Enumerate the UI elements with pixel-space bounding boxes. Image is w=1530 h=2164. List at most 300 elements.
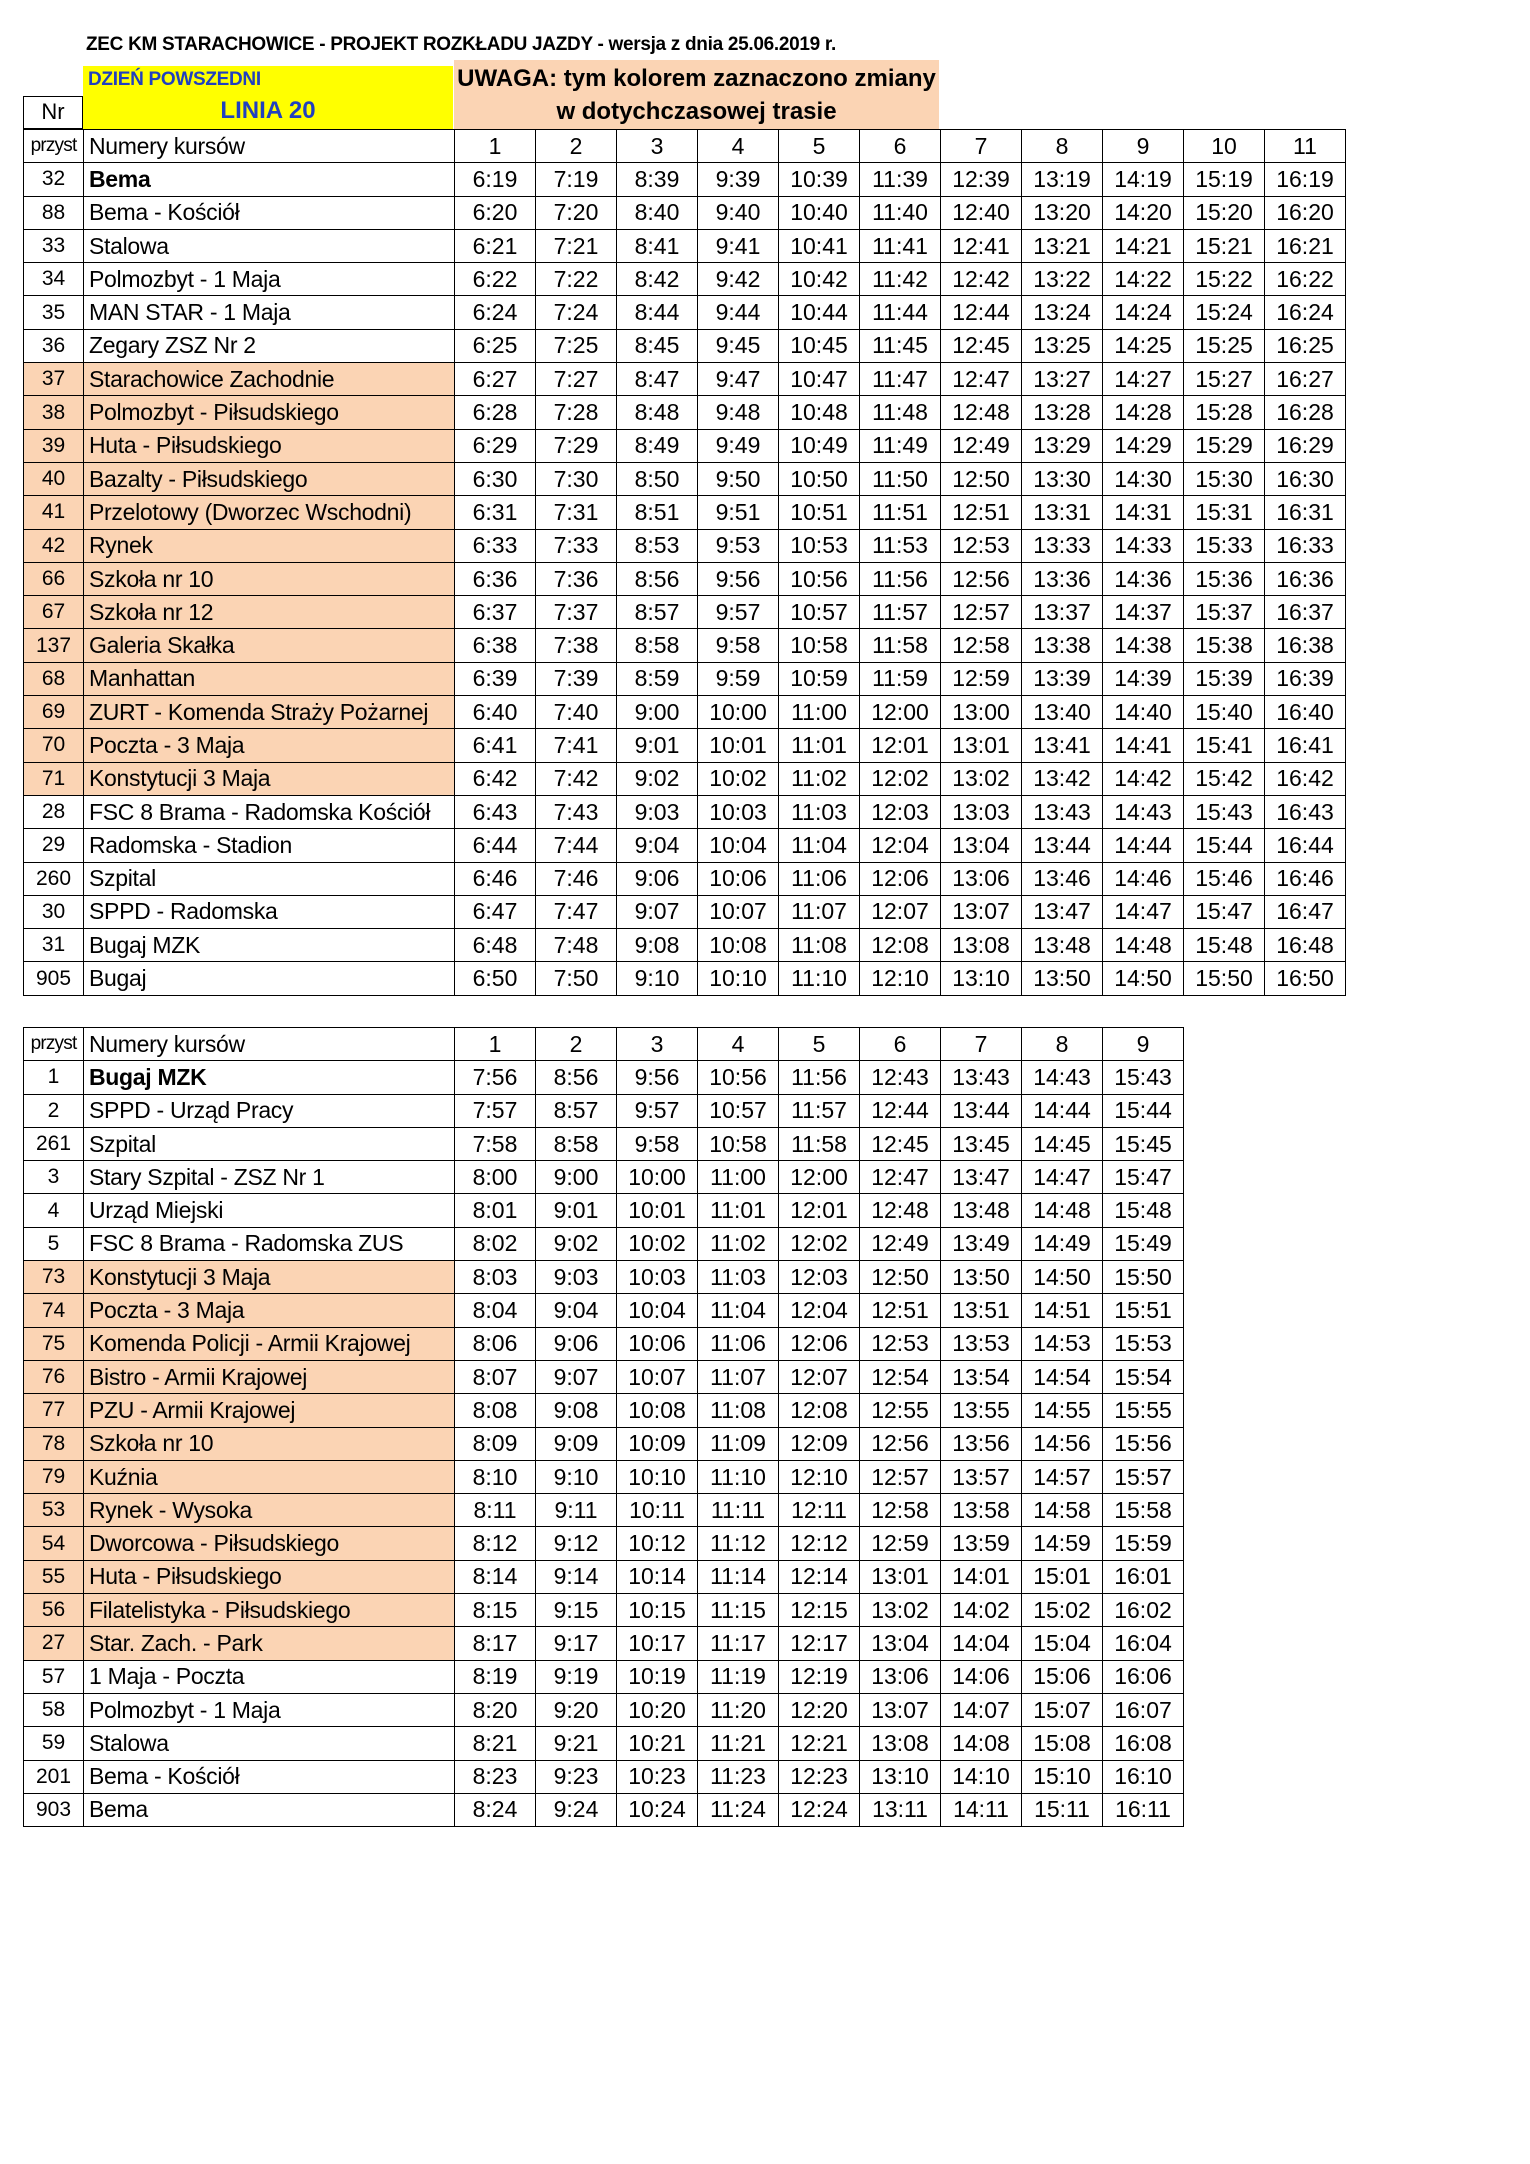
stop-number: 40 (24, 462, 84, 495)
departure-time: 8:12 (455, 1527, 536, 1560)
departure-time: 13:49 (941, 1227, 1022, 1260)
departure-time: 13:53 (941, 1327, 1022, 1360)
course-number: 2 (536, 1028, 617, 1061)
departure-time: 14:43 (1103, 795, 1184, 828)
stop-number: 71 (24, 762, 84, 795)
departure-time: 15:44 (1184, 829, 1265, 862)
departure-time: 9:04 (536, 1294, 617, 1327)
departure-time: 10:01 (617, 1194, 698, 1227)
table-row (24, 1494, 1184, 1527)
departure-time: 14:04 (941, 1627, 1022, 1660)
departure-time: 12:12 (779, 1527, 860, 1560)
departure-time: 12:01 (779, 1194, 860, 1227)
departure-time: 7:19 (536, 163, 617, 196)
departure-time: 13:00 (941, 696, 1022, 729)
departure-time: 11:53 (860, 529, 941, 562)
departure-time: 16:19 (1265, 163, 1346, 196)
departure-time: 13:21 (1022, 229, 1103, 262)
departure-time: 6:29 (455, 429, 536, 462)
stop-number: 74 (24, 1294, 84, 1327)
table-row (24, 1760, 1184, 1793)
departure-time: 11:20 (698, 1693, 779, 1726)
departure-time: 14:37 (1103, 596, 1184, 629)
stop-number: 37 (24, 363, 84, 396)
departure-time: 12:57 (860, 1460, 941, 1493)
table-row (24, 429, 1346, 462)
departure-time: 12:59 (941, 662, 1022, 695)
departure-time: 11:07 (698, 1360, 779, 1393)
departure-time: 7:40 (536, 696, 617, 729)
departure-time: 8:56 (536, 1061, 617, 1094)
stop-number: 76 (24, 1360, 84, 1393)
table-row (24, 1394, 1184, 1427)
departure-time: 15:31 (1184, 496, 1265, 529)
departure-time: 6:20 (455, 196, 536, 229)
departure-time: 13:30 (1022, 462, 1103, 495)
departure-time: 10:00 (698, 696, 779, 729)
departure-time: 8:01 (455, 1194, 536, 1227)
departure-time: 6:36 (455, 562, 536, 595)
departure-time: 16:22 (1265, 263, 1346, 296)
departure-time: 8:06 (455, 1327, 536, 1360)
departure-time: 9:08 (617, 929, 698, 962)
departure-time: 8:41 (617, 229, 698, 262)
departure-time: 14:39 (1103, 662, 1184, 695)
departure-time: 13:04 (860, 1627, 941, 1660)
departure-time: 12:59 (860, 1527, 941, 1560)
departure-time: 15:06 (1022, 1660, 1103, 1693)
departure-time: 15:11 (1022, 1793, 1103, 1826)
stop-number: 201 (24, 1760, 84, 1793)
departure-time: 6:19 (455, 163, 536, 196)
departure-time: 9:24 (536, 1793, 617, 1826)
timetable-return (23, 1027, 1184, 1827)
departure-time: 12:20 (779, 1693, 860, 1726)
departure-time: 9:14 (536, 1560, 617, 1593)
departure-time: 7:57 (455, 1094, 536, 1127)
departure-time: 11:23 (698, 1760, 779, 1793)
stop-number: 31 (24, 929, 84, 962)
departure-time: 7:50 (536, 962, 617, 995)
departure-time: 7:31 (536, 496, 617, 529)
departure-time: 8:14 (455, 1560, 536, 1593)
departure-time: 10:23 (617, 1760, 698, 1793)
departure-time: 13:31 (1022, 496, 1103, 529)
departure-time: 13:02 (860, 1594, 941, 1627)
stop-name: Bema - Kościół (84, 1760, 455, 1793)
departure-time: 14:42 (1103, 762, 1184, 795)
departure-time: 14:10 (941, 1760, 1022, 1793)
table-row (24, 1527, 1184, 1560)
departure-time: 14:25 (1103, 329, 1184, 362)
departure-time: 12:00 (860, 696, 941, 729)
departure-time: 15:38 (1184, 629, 1265, 662)
departure-time: 10:09 (617, 1427, 698, 1460)
table-row (24, 1294, 1184, 1327)
departure-time: 16:02 (1103, 1594, 1184, 1627)
stop-number: 88 (24, 196, 84, 229)
departure-time: 8:47 (617, 363, 698, 396)
stop-number: 58 (24, 1693, 84, 1726)
departure-time: 8:44 (617, 296, 698, 329)
departure-time: 7:42 (536, 762, 617, 795)
departure-time: 15:33 (1184, 529, 1265, 562)
departure-time: 13:54 (941, 1360, 1022, 1393)
stop-name: Bema - Kościół (84, 196, 455, 229)
departure-time: 15:21 (1184, 229, 1265, 262)
departure-time: 10:06 (698, 862, 779, 895)
departure-time: 11:06 (698, 1327, 779, 1360)
departure-time: 7:33 (536, 529, 617, 562)
departure-time: 7:39 (536, 662, 617, 695)
table-row (24, 862, 1346, 895)
departure-time: 16:20 (1265, 196, 1346, 229)
departure-time: 8:42 (617, 263, 698, 296)
departure-time: 14:24 (1103, 296, 1184, 329)
departure-time: 12:14 (779, 1560, 860, 1593)
departure-time: 12:07 (860, 895, 941, 928)
departure-time: 14:06 (941, 1660, 1022, 1693)
departure-time: 13:02 (941, 762, 1022, 795)
course-number: 5 (779, 130, 860, 163)
departure-time: 9:06 (536, 1327, 617, 1360)
departure-time: 11:11 (698, 1494, 779, 1527)
departure-time: 14:43 (1022, 1061, 1103, 1094)
departure-time: 12:44 (941, 296, 1022, 329)
stop-name: Dworcowa - Piłsudskiego (84, 1527, 455, 1560)
departure-time: 12:10 (779, 1460, 860, 1493)
departure-time: 12:45 (860, 1127, 941, 1160)
departure-time: 13:07 (860, 1693, 941, 1726)
departure-time: 16:07 (1103, 1693, 1184, 1726)
departure-time: 15:59 (1103, 1527, 1184, 1560)
table-row (24, 596, 1346, 629)
departure-time: 14:47 (1022, 1161, 1103, 1194)
departure-time: 14:49 (1022, 1227, 1103, 1260)
departure-time: 9:57 (698, 596, 779, 629)
departure-time: 10:47 (779, 363, 860, 396)
departure-time: 16:36 (1265, 562, 1346, 595)
departure-time: 14:38 (1103, 629, 1184, 662)
departure-time: 10:17 (617, 1627, 698, 1660)
departure-time: 10:08 (698, 929, 779, 962)
departure-time: 15:08 (1022, 1727, 1103, 1760)
departure-time: 13:51 (941, 1294, 1022, 1327)
stop-number: 30 (24, 895, 84, 928)
departure-time: 6:48 (455, 929, 536, 962)
stop-number: 57 (24, 1660, 84, 1693)
departure-time: 15:43 (1103, 1061, 1184, 1094)
departure-time: 8:03 (455, 1261, 536, 1294)
departure-time: 9:02 (536, 1227, 617, 1260)
stop-number: 39 (24, 429, 84, 462)
departure-time: 16:42 (1265, 762, 1346, 795)
departure-time: 16:30 (1265, 462, 1346, 495)
departure-time: 14:46 (1103, 862, 1184, 895)
departure-time: 14:30 (1103, 462, 1184, 495)
departure-time: 12:00 (779, 1161, 860, 1194)
stop-name: Urząd Miejski (84, 1194, 455, 1227)
stop-name: Galeria Skałka (84, 629, 455, 662)
departure-time: 14:20 (1103, 196, 1184, 229)
departure-time: 14:45 (1022, 1127, 1103, 1160)
departure-time: 6:47 (455, 895, 536, 928)
stop-number: 38 (24, 396, 84, 429)
departure-time: 7:46 (536, 862, 617, 895)
stop-name: Konstytucji 3 Maja (84, 1261, 455, 1294)
departure-time: 12:23 (779, 1760, 860, 1793)
departure-time: 11:08 (779, 929, 860, 962)
departure-time: 13:41 (1022, 729, 1103, 762)
stop-name: SPPD - Urząd Pracy (84, 1094, 455, 1127)
departure-time: 12:58 (941, 629, 1022, 662)
departure-time: 15:45 (1103, 1127, 1184, 1160)
departure-time: 14:51 (1022, 1294, 1103, 1327)
stop-name: Stary Szpital - ZSZ Nr 1 (84, 1161, 455, 1194)
departure-time: 6:46 (455, 862, 536, 895)
departure-time: 8:24 (455, 1793, 536, 1826)
departure-time: 16:40 (1265, 696, 1346, 729)
stop-name: Bazalty - Piłsudskiego (84, 462, 455, 495)
stop-name: Starachowice Zachodnie (84, 363, 455, 396)
departure-time: 11:56 (779, 1061, 860, 1094)
departure-time: 13:55 (941, 1394, 1022, 1427)
table-row (24, 662, 1346, 695)
stop-name: Polmozbyt - 1 Maja (84, 1693, 455, 1726)
stop-name: Stalowa (84, 1727, 455, 1760)
departure-time: 9:00 (536, 1161, 617, 1194)
departure-time: 14:01 (941, 1560, 1022, 1593)
departure-time: 9:23 (536, 1760, 617, 1793)
departure-time: 7:44 (536, 829, 617, 862)
stop-name: Przelotowy (Dworzec Wschodni) (84, 496, 455, 529)
departure-time: 15:54 (1103, 1360, 1184, 1393)
departure-time: 15:48 (1184, 929, 1265, 962)
departure-time: 14:44 (1103, 829, 1184, 862)
departure-time: 16:24 (1265, 296, 1346, 329)
table-row (24, 496, 1346, 529)
course-number: 9 (1103, 130, 1184, 163)
departure-time: 7:58 (455, 1127, 536, 1160)
departure-time: 16:28 (1265, 396, 1346, 429)
departure-time: 11:21 (698, 1727, 779, 1760)
departure-time: 8:51 (617, 496, 698, 529)
departure-time: 15:47 (1103, 1161, 1184, 1194)
departure-time: 11:39 (860, 163, 941, 196)
course-number: 2 (536, 130, 617, 163)
departure-time: 15:57 (1103, 1460, 1184, 1493)
departure-time: 13:27 (1022, 363, 1103, 396)
departure-time: 11:57 (860, 596, 941, 629)
departure-time: 13:36 (1022, 562, 1103, 595)
departure-time: 10:50 (779, 462, 860, 495)
departure-time: 6:39 (455, 662, 536, 695)
change-note-line2: w dotychczasowej trasie (556, 98, 837, 125)
departure-time: 9:15 (536, 1594, 617, 1627)
departure-time: 10:10 (617, 1460, 698, 1493)
departure-time: 10:56 (698, 1061, 779, 1094)
departure-time: 15:29 (1184, 429, 1265, 462)
stop-number: 2 (24, 1094, 84, 1127)
departure-time: 13:04 (941, 829, 1022, 862)
departure-time: 10:19 (617, 1660, 698, 1693)
stop-number: 27 (24, 1627, 84, 1660)
departure-time: 10:10 (698, 962, 779, 995)
stop-name: Huta - Piłsudskiego (84, 429, 455, 462)
departure-time: 16:37 (1265, 596, 1346, 629)
departure-time: 11:47 (860, 363, 941, 396)
departure-time: 16:27 (1265, 363, 1346, 396)
departure-time: 12:53 (941, 529, 1022, 562)
departure-time: 7:43 (536, 795, 617, 828)
departure-time: 10:39 (779, 163, 860, 196)
departure-time: 12:08 (860, 929, 941, 962)
departure-time: 15:50 (1184, 962, 1265, 995)
departure-time: 6:31 (455, 496, 536, 529)
course-number: 8 (1022, 130, 1103, 163)
departure-time: 9:53 (698, 529, 779, 562)
departure-time: 12:01 (860, 729, 941, 762)
departure-time: 13:11 (860, 1793, 941, 1826)
timetable-outbound (23, 129, 1346, 996)
departure-time: 15:22 (1184, 263, 1265, 296)
departure-time: 14:56 (1022, 1427, 1103, 1460)
departure-time: 8:09 (455, 1427, 536, 1460)
departure-time: 15:37 (1184, 596, 1265, 629)
departure-time: 10:03 (698, 795, 779, 828)
departure-time: 13:08 (941, 929, 1022, 962)
stop-name: Polmozbyt - Piłsudskiego (84, 396, 455, 429)
change-note (454, 60, 939, 129)
departure-time: 15:07 (1022, 1693, 1103, 1726)
table-row (24, 163, 1346, 196)
departure-time: 11:02 (779, 762, 860, 795)
departure-time: 9:58 (698, 629, 779, 662)
departure-time: 13:25 (1022, 329, 1103, 362)
departure-time: 7:24 (536, 296, 617, 329)
departure-time: 7:27 (536, 363, 617, 396)
table-row (24, 829, 1346, 862)
departure-time: 11:03 (779, 795, 860, 828)
stop-number: 261 (24, 1127, 84, 1160)
departure-time: 9:03 (617, 795, 698, 828)
departure-time: 13:45 (941, 1127, 1022, 1160)
departure-time: 14:57 (1022, 1460, 1103, 1493)
departure-time: 12:24 (779, 1793, 860, 1826)
departure-time: 12:50 (860, 1261, 941, 1294)
departure-time: 15:20 (1184, 196, 1265, 229)
departure-time: 15:42 (1184, 762, 1265, 795)
departure-time: 9:47 (698, 363, 779, 396)
departure-time: 16:47 (1265, 895, 1346, 928)
stop-number: 28 (24, 795, 84, 828)
departure-time: 11:56 (860, 562, 941, 595)
stop-name: Bugaj (84, 962, 455, 995)
departure-time: 12:49 (860, 1227, 941, 1260)
courses-header: Numery kursów (84, 1028, 455, 1061)
nr-header: Nr (23, 96, 83, 129)
departure-time: 10:41 (779, 229, 860, 262)
departure-time: 15:30 (1184, 462, 1265, 495)
departure-time: 12:17 (779, 1627, 860, 1660)
departure-time: 11:02 (698, 1227, 779, 1260)
course-number: 6 (860, 1028, 941, 1061)
table-row (24, 1793, 1184, 1826)
departure-time: 8:40 (617, 196, 698, 229)
departure-time: 16:44 (1265, 829, 1346, 862)
departure-time: 8:04 (455, 1294, 536, 1327)
stop-name: Bugaj MZK (84, 1061, 455, 1094)
departure-time: 13:22 (1022, 263, 1103, 296)
departure-time: 13:24 (1022, 296, 1103, 329)
table-row (24, 1094, 1184, 1127)
departure-time: 10:53 (779, 529, 860, 562)
stop-number: 41 (24, 496, 84, 529)
departure-time: 6:22 (455, 263, 536, 296)
departure-time: 13:43 (1022, 795, 1103, 828)
departure-time: 11:17 (698, 1627, 779, 1660)
departure-time: 16:25 (1265, 329, 1346, 362)
departure-time: 9:58 (617, 1127, 698, 1160)
departure-time: 12:10 (860, 962, 941, 995)
stop-number: 66 (24, 562, 84, 595)
table-row (24, 1594, 1184, 1627)
departure-time: 11:01 (779, 729, 860, 762)
departure-time: 14:21 (1103, 229, 1184, 262)
departure-time: 12:56 (941, 562, 1022, 595)
departure-time: 10:12 (617, 1527, 698, 1560)
departure-time: 6:41 (455, 729, 536, 762)
departure-time: 9:39 (698, 163, 779, 196)
departure-time: 13:06 (860, 1660, 941, 1693)
departure-time: 15:39 (1184, 662, 1265, 695)
departure-time: 6:42 (455, 762, 536, 795)
stop-number: 260 (24, 862, 84, 895)
departure-time: 11:57 (779, 1094, 860, 1127)
departure-time: 12:11 (779, 1494, 860, 1527)
stop-number: 3 (24, 1161, 84, 1194)
departure-time: 13:40 (1022, 696, 1103, 729)
stop-name: Bema (84, 1793, 455, 1826)
departure-time: 6:25 (455, 329, 536, 362)
departure-time: 6:38 (455, 629, 536, 662)
departure-time: 15:02 (1022, 1594, 1103, 1627)
departure-time: 9:01 (536, 1194, 617, 1227)
departure-time: 16:01 (1103, 1560, 1184, 1593)
departure-time: 8:49 (617, 429, 698, 462)
departure-time: 12:58 (860, 1494, 941, 1527)
departure-time: 9:51 (698, 496, 779, 529)
departure-time: 12:44 (860, 1094, 941, 1127)
departure-time: 16:11 (1103, 1793, 1184, 1826)
departure-time: 12:39 (941, 163, 1022, 196)
departure-time: 13:07 (941, 895, 1022, 928)
departure-time: 9:10 (536, 1460, 617, 1493)
stop-name: Konstytucji 3 Maja (84, 762, 455, 795)
departure-time: 11:59 (860, 662, 941, 695)
departure-time: 13:47 (941, 1161, 1022, 1194)
departure-time: 9:07 (536, 1360, 617, 1393)
departure-time: 12:40 (941, 196, 1022, 229)
table-row (24, 1660, 1184, 1693)
departure-time: 15:25 (1184, 329, 1265, 362)
departure-time: 12:51 (860, 1294, 941, 1327)
departure-time: 12:50 (941, 462, 1022, 495)
stop-number: 54 (24, 1527, 84, 1560)
table-row (24, 196, 1346, 229)
departure-time: 12:08 (779, 1394, 860, 1427)
table-row (24, 1560, 1184, 1593)
